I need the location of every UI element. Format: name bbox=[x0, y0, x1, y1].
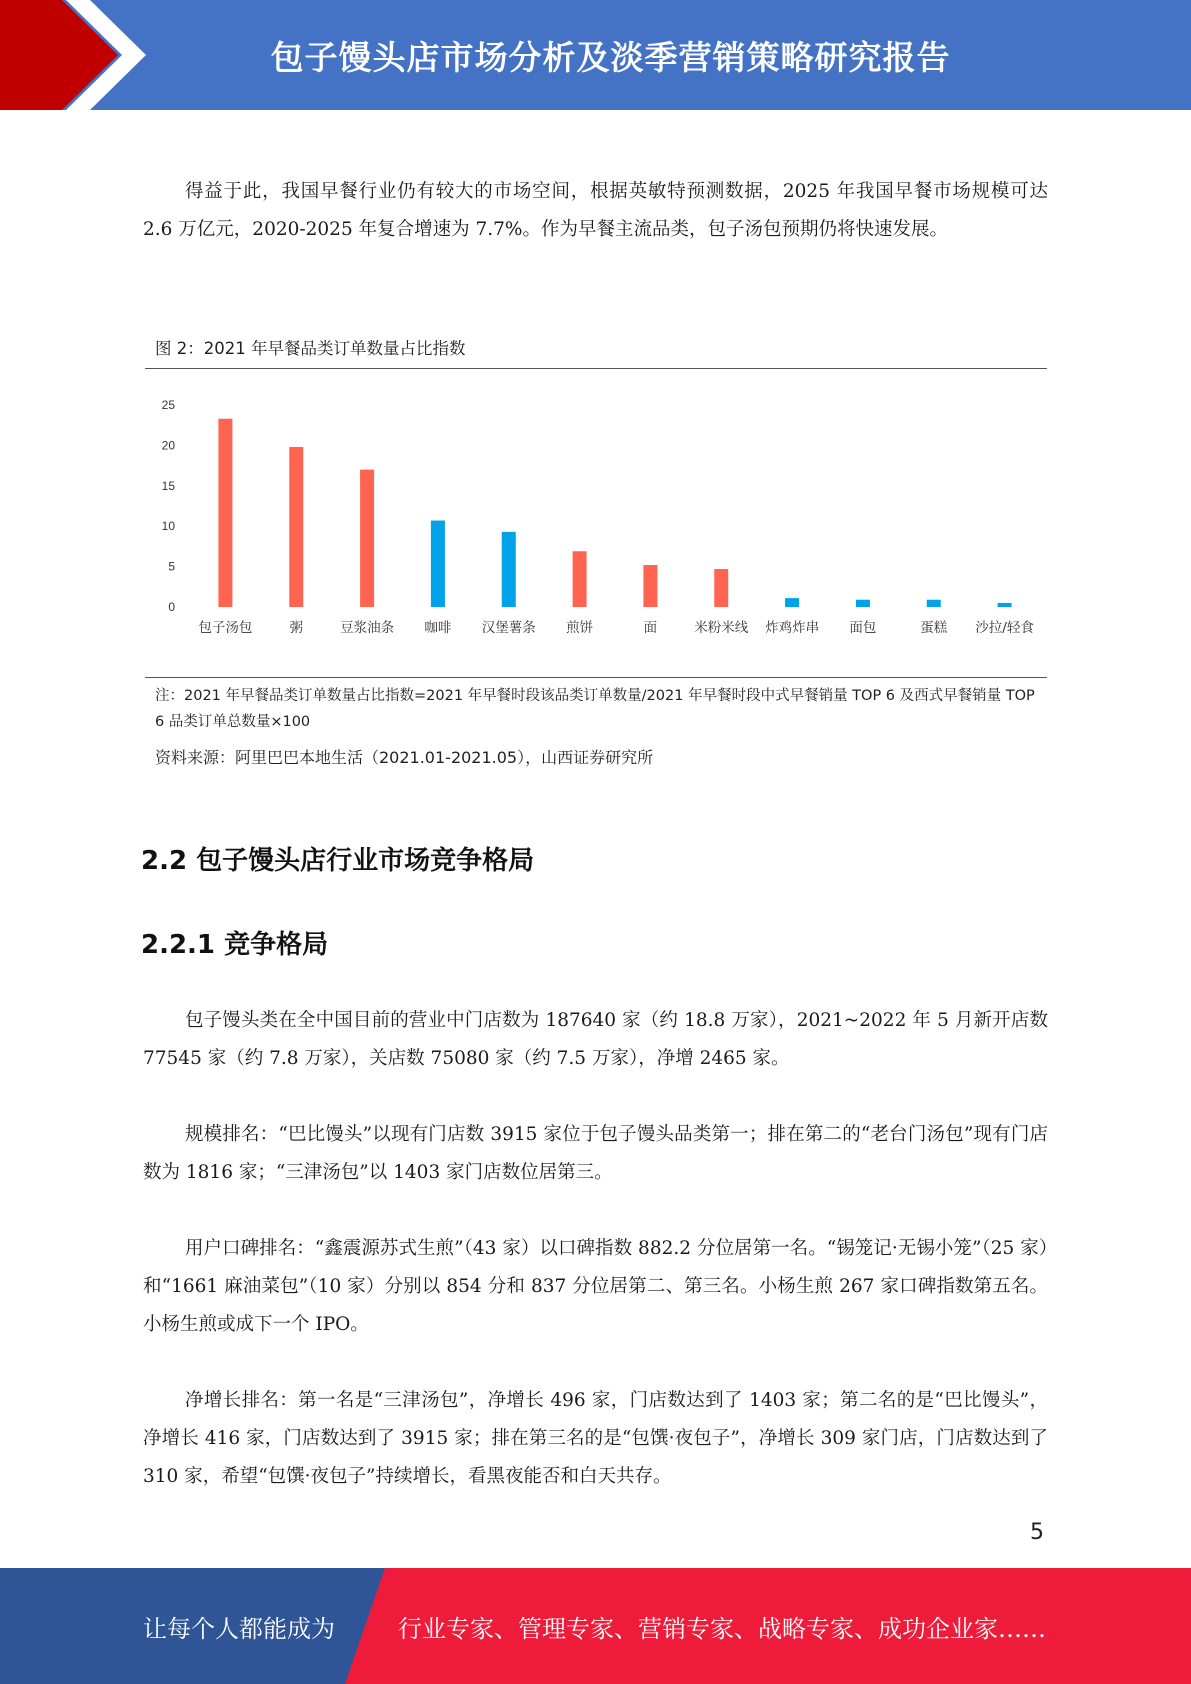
x-tick-label: 煎饼 bbox=[566, 620, 594, 636]
paragraph-growth-ranking: 净增长排名：第一名是“三津汤包”，净增长 496 家，门店数达到了 1403 家；第二名的是“巴比馒头”，净增长 416 家，门店数达到了 3915 家；排在第三名的是“包馔·夜包子”，净增长 309 家门店，门店数达到了 310 家，希望“包馔·夜包子”持续增长，看黑夜能否和白天共存。 bbox=[143, 1390, 1048, 1487]
footer-slogan-right: 行业专家、管理专家、营销专家、战略专家、成功企业家…… bbox=[398, 1614, 1046, 1643]
x-tick-label: 面包 bbox=[849, 620, 877, 636]
bar-2 bbox=[360, 470, 374, 607]
page-number: 5 bbox=[1030, 1520, 1044, 1545]
y-tick-label: 10 bbox=[161, 519, 175, 534]
y-tick-label: 25 bbox=[161, 398, 175, 412]
x-tick-label: 蛋糕 bbox=[920, 620, 948, 636]
x-tick-label: 沙拉/轻食 bbox=[975, 620, 1034, 636]
bar-9 bbox=[856, 600, 870, 607]
header-bar bbox=[0, 0, 1191, 110]
paragraph-scale-ranking: 规模排名：“巴比馒头”以现有门店数 3915 家位于包子馒头品类第一；排在第二的“老台门汤包”现有门店数为 1816 家；“三津汤包”以 1403 家门店数位居第三。 bbox=[143, 1124, 1048, 1183]
bar-3 bbox=[431, 521, 445, 607]
y-tick-label: 0 bbox=[168, 600, 175, 614]
bar-6 bbox=[643, 565, 657, 607]
bar-10 bbox=[927, 600, 941, 607]
y-tick-label: 15 bbox=[161, 478, 175, 493]
x-tick-label: 包子汤包 bbox=[198, 620, 253, 636]
bar-1 bbox=[289, 447, 303, 607]
x-tick-label: 米粉米线 bbox=[694, 620, 749, 636]
x-tick-label: 炸鸡炸串 bbox=[765, 620, 820, 636]
bar-5 bbox=[573, 551, 587, 607]
paragraph-store-count: 包子馒头类在全中国目前的营业中门店数为 187640 家（约 18.8 万家），2021~2022 年 5 月新开店数 77545 家（约 7.8 万家），关店数 75080 家（约 7.5 万家），净增 2465 家。 bbox=[143, 1010, 1048, 1069]
y-tick-label: 5 bbox=[168, 559, 175, 574]
bar-0 bbox=[218, 419, 232, 607]
x-tick-label: 汉堡薯条 bbox=[481, 620, 536, 636]
bar-8 bbox=[785, 598, 799, 607]
footer-slogan-left: 让每个人都能成为 bbox=[143, 1614, 335, 1643]
figure-title: 图 2：2021 年早餐品类订单数量占比指数 bbox=[155, 339, 466, 358]
bar-11 bbox=[998, 603, 1012, 607]
x-tick-label: 面 bbox=[643, 620, 658, 636]
bar-7 bbox=[714, 569, 728, 607]
section-heading-2-2: 2.2 包子馒头店行业市场竞争格局 bbox=[141, 846, 535, 876]
section-heading-2-2-1: 2.2.1 竞争格局 bbox=[141, 930, 329, 960]
bar-chart bbox=[145, 385, 1047, 645]
intro-paragraph: 得益于此，我国早餐行业仍有较大的市场空间，根据英敏特预测数据，2025 年我国早餐市场规模可达 2.6 万亿元，2020-2025 年复合增速为 7.7%。作为早餐主流品类，包子汤包预期仍将快速发展。 bbox=[143, 181, 1048, 240]
paragraph-reputation-ranking: 用户口碑排名：“鑫震源苏式生煎”（43 家）以口碑指数 882.2 分位居第一名。“锡笼记·无锡小笼”（25 家）和“1661 麻油菜包”（10 家）分别以 854 分和 837 分位居第二、第三名。小杨生煎 267 家口碑指数第五名。小杨生煎或成下一个 IPO。 bbox=[143, 1238, 1048, 1335]
x-tick-label: 咖啡 bbox=[424, 620, 452, 636]
figure-note: 注：2021 年早餐品类订单数量占比指数=2021 年早餐时段该品类订单数量/2021 年早餐时段中式早餐销量 TOP 6 及西式早餐销量 TOP 6 品类订单总数量×100 bbox=[155, 688, 1035, 730]
y-tick-label: 20 bbox=[161, 438, 175, 453]
figure-source: 资料来源：阿里巴巴本地生活（2021.01-2021.05），山西证券研究所 bbox=[155, 748, 654, 767]
report-title: 包子馒头店市场分析及淡季营销策略研究报告 bbox=[270, 37, 951, 77]
bar-4 bbox=[502, 532, 516, 607]
x-tick-label: 粥 bbox=[289, 620, 303, 636]
figure-top-rule bbox=[145, 368, 1047, 369]
header-arrow-decoration bbox=[0, 0, 150, 110]
figure-bottom-rule bbox=[145, 677, 1047, 678]
x-tick-label: 豆浆油条 bbox=[340, 620, 395, 636]
